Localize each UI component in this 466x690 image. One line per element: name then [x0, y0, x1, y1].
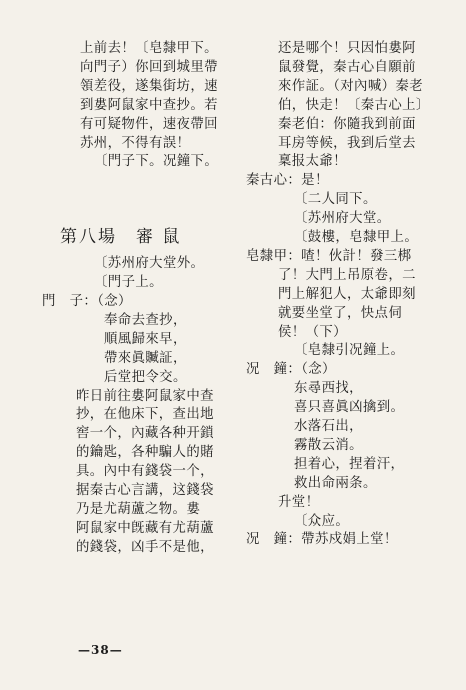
text-line: 东尋西找， [294, 381, 363, 397]
text-line: 稟报太爺！ [278, 154, 347, 170]
text-line: 〔苏州府大堂。 [294, 211, 391, 227]
text-line: 还是哪个！只因怕婁阿 [278, 41, 416, 56]
text-line: 〔众应。 [294, 513, 350, 529]
text-line: 升堂！ [278, 494, 320, 510]
text-line: 霧散云消。 [294, 437, 363, 453]
text-line: 有可疑物件，速夜帶回 [80, 116, 218, 132]
text-line: 救出命兩条。 [294, 475, 377, 491]
page-number: —38— [78, 643, 123, 657]
text-line: 喜只喜眞凶擒到。 [294, 400, 405, 416]
text-line: 了！大門上吊原卷，二 [278, 267, 416, 283]
text-line: 昨日前往婁阿鼠家中查 [76, 388, 214, 404]
text-line: 抄，在他床下，查出地 [76, 407, 214, 423]
text-line: 來作証。（对內喊）秦老 [278, 78, 423, 94]
text-line: 奉命去查抄， [104, 312, 187, 328]
text-line: 〔門子下。况鐘下。 [94, 154, 219, 170]
text-line: 門 子：（念） [42, 294, 132, 309]
text-line: 阿鼠家中旣藏有尤葫蘆 [76, 520, 214, 536]
text-line: 水落石出， [294, 419, 363, 434]
text-line: 秦老伯：你隨我到前面 [278, 116, 416, 132]
text-line: 向門子）你回到城里帶 [80, 59, 218, 75]
text-line: 侯！（下） [278, 324, 347, 340]
text-line: 〔苏州府大堂外。 [94, 256, 205, 272]
text-line: 据秦古心言講，这錢袋 [76, 483, 214, 498]
text-line: 〔鼓樓，皂隸甲上。 [294, 230, 419, 245]
text-line: 就要坐堂了，快点伺 [278, 305, 403, 321]
text-line: 領差役，遂集街坊，速 [80, 78, 218, 94]
text-line: 具。內中有錢袋一个， [76, 464, 214, 480]
text-line: 上前去！〔皂隸甲下。 [80, 41, 218, 56]
text-line: 〔二人同下。 [294, 192, 377, 208]
text-line: 担着心，捏着汗， [294, 456, 405, 472]
text-line: 〔皂隸引况鐘上。 [294, 343, 405, 359]
text-line: 帶來眞贓証， [104, 350, 187, 366]
text-line: 的錢袋，凶手不是他， [76, 539, 214, 555]
text-line: 秦古心：是！ [246, 173, 329, 189]
text-line: 窖一个，內藏各种开鎖 [76, 426, 214, 442]
text-line: 伯，快走！〔秦古心上〕 [278, 97, 430, 113]
text-line: 順風歸來早， [104, 331, 187, 347]
text-line: 的鑰匙，各种騙人的賭 [76, 445, 214, 461]
scene-title: 第八場 審 鼠 [60, 227, 182, 248]
text-line: 耳房等候，我到后堂去 [278, 135, 416, 151]
text-line: 乃是尤葫蘆之物。婁 [76, 501, 201, 517]
text-line: 皂隸甲：喳！伙計！發三梆 [246, 248, 412, 264]
text-line: 門上解犯人，太爺即刻 [278, 286, 416, 302]
text-line: 况 鐘：（念） [246, 362, 336, 378]
text-line: 后堂把令交。 [104, 369, 187, 385]
text-line: 〔門子上。 [94, 275, 163, 291]
text-line: 鼠發覺，秦古心自願前 [278, 59, 416, 75]
text-line: 苏州，不得有誤！ [80, 135, 191, 151]
text-line: 况 鐘：帶苏戍娟上堂！ [246, 532, 398, 548]
text-line: 到婁阿鼠家中查抄。若 [80, 97, 218, 113]
